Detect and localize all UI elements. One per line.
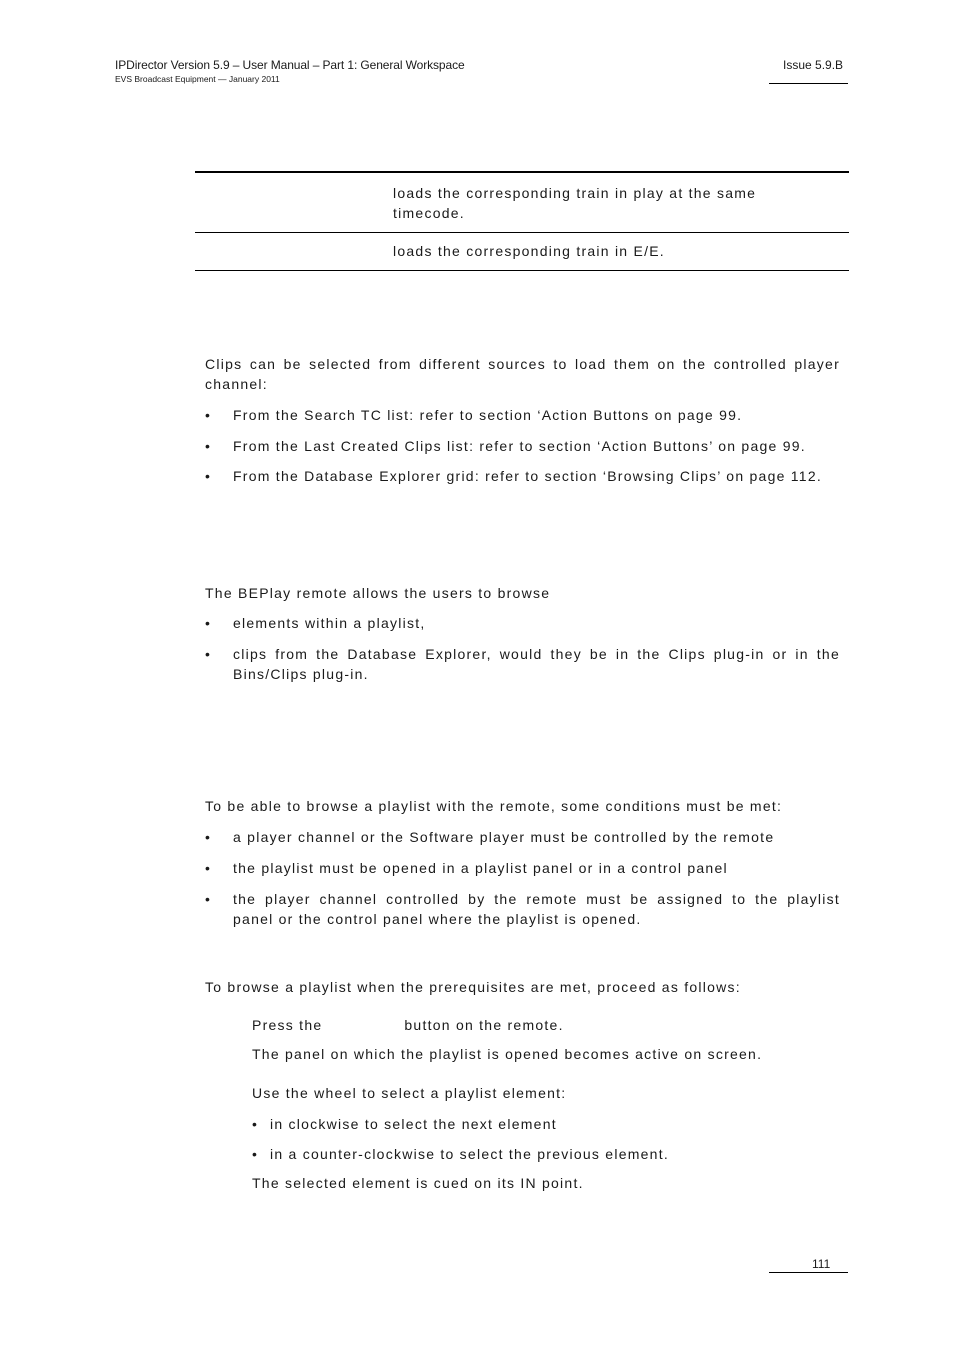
header-issue: Issue 5.9.B (783, 58, 844, 72)
list-item-text: in clockwise to select the next element (270, 1116, 557, 1132)
list-item-text: a player channel or the Software player must be controlled by the remote (233, 829, 775, 845)
table-row-1-line-2: timecode. (393, 205, 465, 221)
bullet-icon: • (205, 646, 212, 662)
table-row-divider (195, 232, 849, 233)
bullet-icon: • (205, 468, 212, 484)
footer-rule (769, 1272, 848, 1273)
header-subtitle: EVS Broadcast Equipment — January 2011 (115, 74, 280, 84)
list-item (205, 466, 840, 486)
list-item (252, 1144, 842, 1164)
bullet-icon: • (252, 1116, 259, 1132)
list-item (252, 1114, 842, 1134)
clips-intro-line-2: channel: (205, 376, 268, 392)
list-item-text: From the Database Explorer grid: refer to section ‘Browsing Clips’ on page 112. (233, 468, 822, 484)
table-row-2-line-1: loads the corresponding train in E/E. (393, 243, 665, 259)
bullet-icon: • (205, 615, 212, 631)
step-1-text-b: button on the remote. (404, 1017, 564, 1033)
table-top-border (195, 171, 849, 173)
list-item-text: From the Search TC list: refer to section ‘Action Buttons on page 99. (233, 407, 743, 423)
step-1-text-a: Press the (252, 1017, 323, 1033)
list-item-text: in a counter-clockwise to select the previous element. (270, 1146, 669, 1162)
list-item-text: elements within a playlist, (233, 615, 426, 631)
step-2-result: The selected element is cued on its IN point. (252, 1175, 584, 1191)
step-1-result: The panel on which the playlist is opened becomes active on screen. (252, 1046, 763, 1062)
bullet-icon: • (205, 438, 212, 454)
header-rule (769, 83, 848, 84)
prereq-intro: To be able to browse a playlist with the remote, some conditions must be met: (205, 798, 783, 814)
bullet-icon: • (205, 860, 212, 876)
list-item (205, 827, 840, 847)
list-item (205, 613, 840, 633)
list-item (205, 858, 840, 878)
step-2: Use the wheel to select a playlist element: (252, 1085, 567, 1101)
procedure-intro: To browse a playlist when the prerequisites are met, proceed as follows: (205, 979, 741, 995)
list-item (205, 436, 840, 456)
bullet-icon: • (252, 1146, 259, 1162)
browse-intro: The BEPlay remote allows the users to browse (205, 585, 551, 601)
list-item-text: From the Last Created Clips list: refer to section ‘Action Buttons’ on page 99. (233, 438, 806, 454)
list-item-text: the player channel controlled by the remote must be assigned to the playlist panel or the control panel where the playlist is opened. (233, 891, 840, 927)
list-item-text: the playlist must be opened in a playlist panel or in a control panel (233, 860, 728, 876)
clips-intro-line-1: Clips can be selected from different sources to load them on the controlled player (205, 356, 840, 372)
table-bottom-border (195, 270, 849, 271)
table-row-1-line-1: loads the corresponding train in play at the same (393, 185, 757, 201)
bullet-icon: • (205, 407, 212, 423)
list-item-text: clips from the Database Explorer, would they be in the Clips plug-in or in the Bins/Clips plug-in. (233, 646, 840, 682)
bullet-icon: • (205, 891, 212, 907)
header-title: IPDirector Version 5.9 – User Manual – Part 1: General Workspace (115, 58, 465, 72)
list-item (205, 644, 840, 684)
step-1 (252, 1015, 842, 1035)
bullet-icon: • (205, 829, 212, 845)
list-item (205, 405, 840, 425)
list-item (205, 889, 840, 929)
page-number: 111 (812, 1257, 831, 1271)
